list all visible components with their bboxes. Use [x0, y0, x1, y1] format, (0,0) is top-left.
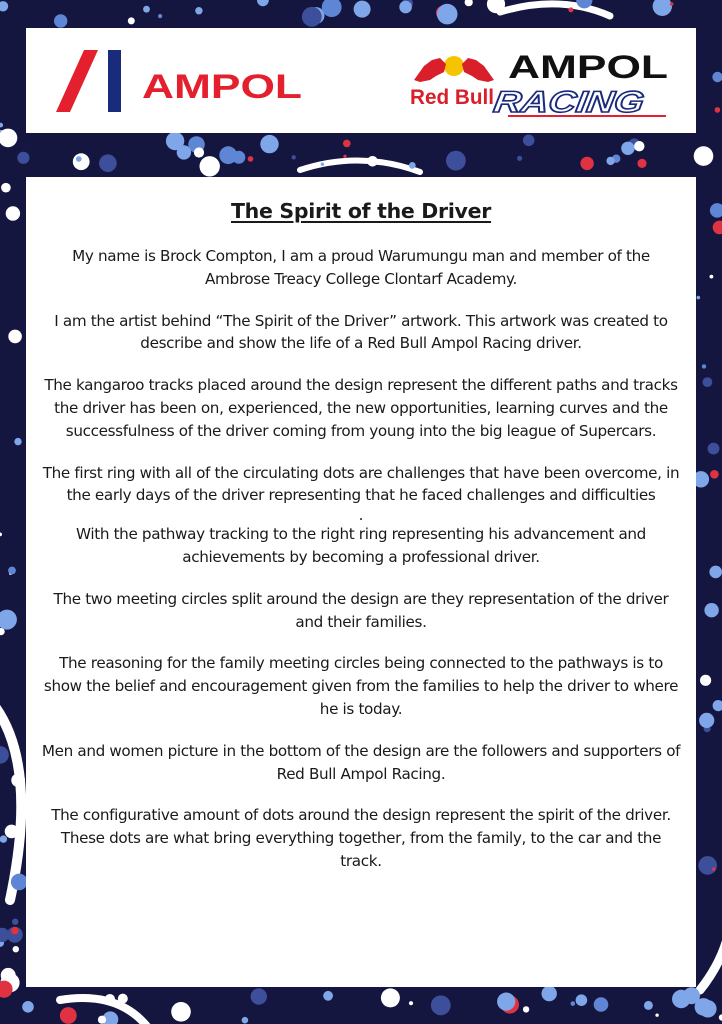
background-dot — [708, 443, 720, 455]
background-dot — [704, 603, 718, 617]
ampol-partner-wordmark: AMPOL — [508, 49, 668, 85]
page-title: The Spirit of the Driver — [230, 199, 492, 223]
background-dot — [594, 997, 609, 1012]
background-dot — [143, 6, 150, 13]
background-dot — [713, 221, 722, 235]
background-dot — [713, 700, 722, 711]
ampol-logo-text: AMPOL — [142, 68, 302, 106]
background-dot — [13, 946, 19, 952]
background-dot — [242, 1017, 249, 1024]
background-dot — [683, 987, 700, 1004]
background-dot — [5, 825, 19, 839]
background-pathway-line — [700, 880, 722, 990]
background-dot — [381, 988, 400, 1007]
background-dot — [200, 156, 220, 176]
background-pathway-line — [500, 4, 610, 16]
background-dot — [694, 146, 714, 166]
background-dot — [580, 157, 593, 170]
background-dot — [99, 154, 117, 172]
family-circles-paragraph: The reasoning for the family meeting circles being connected to the pathways is to show the belief and encouragement given from the families to help the driver to where he is today. — [43, 654, 679, 718]
background-dot — [6, 206, 20, 220]
background-dot — [399, 1, 412, 14]
background-dot — [343, 155, 346, 158]
background-dot — [712, 867, 716, 871]
background-dot — [248, 156, 254, 162]
background-dot — [11, 773, 25, 787]
background-dot — [73, 153, 90, 170]
background-dot — [292, 155, 296, 159]
background-dot — [260, 135, 278, 153]
background-dot — [653, 0, 672, 16]
background-dot — [697, 296, 701, 300]
background-dot — [158, 14, 162, 18]
background-dot — [465, 0, 473, 6]
stray-period: . — [358, 506, 364, 525]
background-dot — [60, 1007, 77, 1024]
background-dot — [446, 151, 466, 171]
right-bull-icon — [462, 58, 494, 82]
background-dot — [621, 142, 634, 155]
background-dot — [11, 927, 18, 934]
background-dot — [698, 856, 717, 875]
background-dot — [700, 675, 711, 686]
background-dot — [710, 203, 722, 218]
redbull-ampol-racing-logo — [410, 44, 672, 124]
artwork-description-panel — [26, 177, 696, 987]
background-dot — [354, 1, 371, 18]
background-dot — [497, 993, 515, 1011]
background-dot — [232, 151, 245, 164]
background-dot — [257, 0, 269, 6]
redbull-bulls-icon — [414, 56, 494, 82]
background-dot — [699, 713, 714, 728]
background-dot — [22, 1001, 34, 1013]
background-dot — [54, 14, 67, 27]
redbull-sun-icon — [444, 56, 464, 76]
background-dot — [17, 152, 29, 164]
background-dot — [12, 919, 18, 925]
background-dot — [655, 1014, 658, 1017]
pathway-paragraph: With the pathway tracking to the right ring representing his advancement and achievements by becoming a professional driver. — [76, 525, 646, 566]
background-dot — [606, 157, 614, 165]
background-dot — [323, 991, 333, 1001]
intro-paragraph: My name is Brock Compton, I am a proud Warumungu man and member of the Ambrose Treacy College Clontarf Academy. — [72, 247, 650, 288]
dots-paragraph: The configurative amount of dots around the design represent the spirit of the driver. These dots are what bring everything together, from the family, to the car and the track. — [51, 806, 671, 870]
background-dot — [715, 107, 721, 113]
background-dot — [0, 129, 17, 148]
ampol-logo-blue-bar — [108, 50, 121, 112]
background-dot — [409, 162, 416, 169]
background-dot — [8, 567, 16, 575]
background-pathway-line — [0, 700, 21, 900]
background-dot — [0, 746, 9, 764]
background-dot — [670, 2, 674, 6]
background-dot — [568, 7, 573, 12]
background-dot — [634, 141, 644, 151]
background-dot — [105, 994, 115, 1004]
supporters-paragraph: Men and women picture in the bottom of the design are the followers and supporters of Red Bull Ampol Racing. — [41, 741, 681, 783]
background-dot — [409, 1001, 413, 1005]
background-dot — [523, 135, 535, 147]
background-dot — [194, 147, 204, 157]
background-dot — [76, 156, 82, 162]
background-dot — [171, 1002, 191, 1022]
background-dot — [0, 610, 17, 630]
background-dot — [0, 533, 2, 537]
meeting-circles-paragraph: The two meeting circles split around the design are they representation of the driver and their families. — [53, 589, 669, 631]
background-dot — [128, 17, 135, 24]
background-dot — [703, 377, 713, 387]
redbull-wordmark: Red Bull — [410, 86, 494, 109]
background-dot — [302, 7, 322, 27]
background-dot — [367, 156, 378, 167]
background-dot — [644, 1001, 653, 1010]
background-dot — [0, 123, 3, 128]
background-dot — [710, 275, 714, 279]
background-dot — [322, 0, 342, 17]
kangaroo-tracks-paragraph: The kangaroo tracks placed around the design represent the different paths and tracks the driver has been on, experienced, the new opportunities, learning curves and the successfulness of the driver coming from young into the big league of Supercars. — [44, 376, 678, 440]
racing-wordmark: RACING — [491, 86, 615, 119]
background-dot — [321, 163, 324, 166]
background-pathway-line — [300, 160, 420, 172]
background-dot — [437, 4, 458, 25]
background-dot — [699, 1000, 716, 1017]
background-dot — [1, 183, 11, 193]
background-dot — [0, 1, 8, 11]
artist-paragraph: I am the artist behind “The Spirit of the Driver” artwork. This artwork was created to describe and show the life of a Red Bull Ampol Racing driver. — [54, 311, 668, 353]
background-dot — [637, 159, 646, 168]
left-bull-icon — [414, 58, 446, 82]
header-logo-bar — [26, 28, 696, 133]
background-dot — [118, 994, 128, 1004]
background-dot — [576, 994, 588, 1006]
background-dot — [343, 140, 351, 148]
background-dot — [0, 835, 7, 842]
background-dot — [712, 72, 722, 82]
background-dot — [542, 986, 557, 1001]
background-dot — [195, 7, 202, 14]
background-dot — [11, 874, 28, 891]
first-ring-paragraph: The first ring with all of the circulating dots are challenges that have been overcome, in the early days of the driver representing that he faced challenges and difficulties — [42, 463, 680, 505]
background-dot — [177, 145, 191, 159]
ampol-logo-red-slash — [56, 50, 98, 112]
background-dot — [14, 438, 21, 445]
background-dot — [523, 1006, 529, 1012]
background-dot — [710, 470, 719, 479]
background-dot — [517, 156, 522, 161]
background-dot — [431, 995, 451, 1015]
background-dot — [571, 1001, 576, 1006]
ampol-logo — [56, 50, 306, 112]
background-dot — [8, 330, 22, 344]
background-dot — [702, 364, 706, 368]
background-dot — [251, 988, 267, 1004]
background-dot — [709, 566, 722, 579]
background-dot — [98, 1016, 106, 1024]
